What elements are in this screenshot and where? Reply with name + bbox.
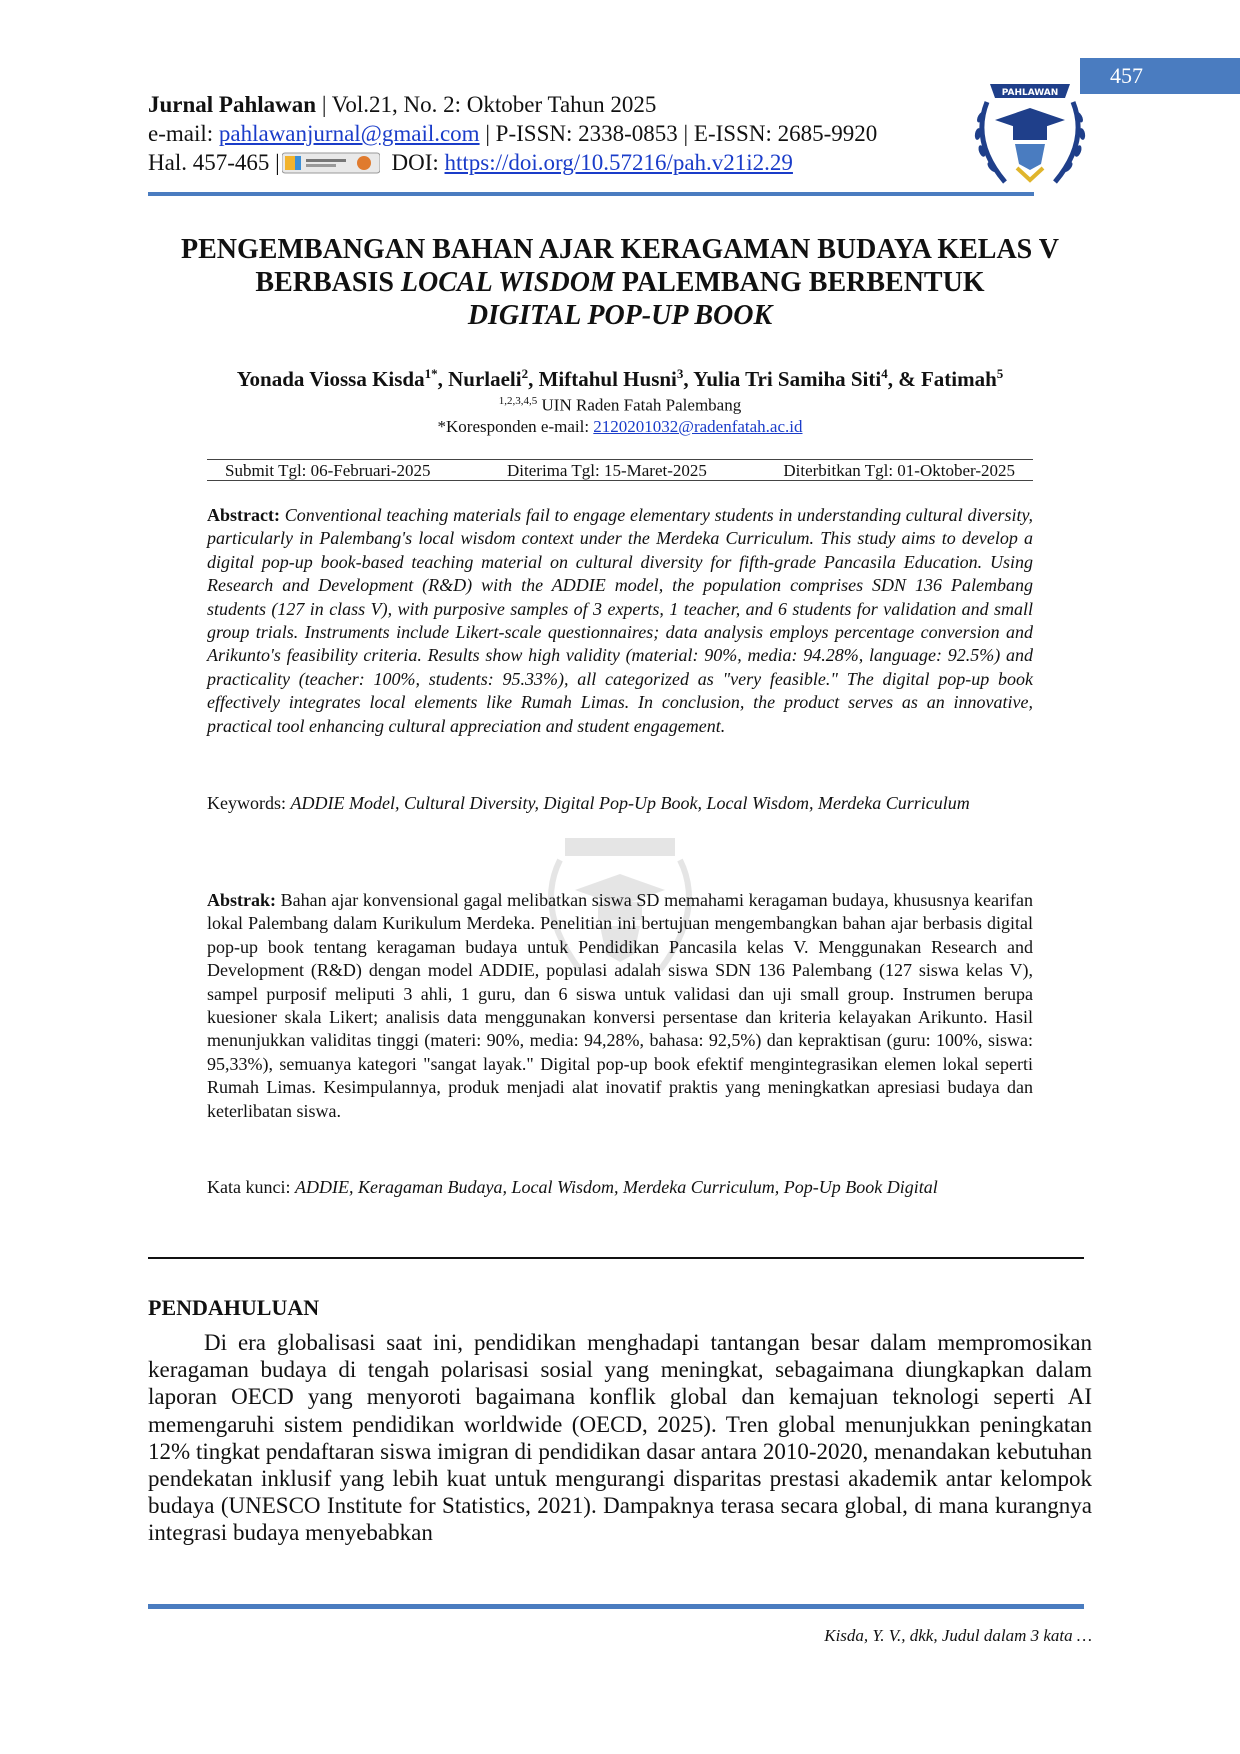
- doi-label: DOI:: [385, 150, 445, 175]
- journal-name: Jurnal Pahlawan: [148, 92, 317, 117]
- submission-dates: [207, 459, 1033, 481]
- email-label: e-mail:: [148, 121, 219, 146]
- author: Fatimah$^5$: [920, 366, 1004, 391]
- abstract-english: [207, 504, 1033, 738]
- pages-doi-line: [148, 149, 793, 177]
- header-rule: [148, 192, 1034, 196]
- footer-rule: [148, 1604, 1084, 1609]
- author: Yulia Tri Samiha Siti$^4$, &: [693, 366, 921, 391]
- page-number: 457: [1080, 58, 1240, 94]
- doi-link[interactable]: https://doi.org/10.57216/pah.v21i2.29: [444, 150, 793, 175]
- section-divider: [148, 1257, 1084, 1259]
- journal-issue: | Vol.21, No. 2: Oktober Tahun 2025: [316, 92, 657, 117]
- title-line-3: DIGITAL POP-UP BOOK: [467, 300, 773, 331]
- running-footer: Kisda, Y. V., dkk, Judul dalam 3 kata …: [824, 1626, 1092, 1645]
- logo-text: PAHLAWAN: [1001, 88, 1059, 98]
- author-list: [140, 366, 1100, 392]
- correspondence: *Koresponden e-mail: 2120201032@radenfatah.ac.id: [437, 417, 803, 436]
- title-line-1: PENGEMBANGAN BAHAN AJAR KERAGAMAN BUDAYA KELAS V: [181, 234, 1059, 265]
- keywords-label: Keywords:: [207, 793, 291, 813]
- journal-line: [148, 91, 656, 119]
- abstract-indonesian: [207, 889, 1033, 1123]
- author: Miftahul Husni$^3$,: [538, 366, 694, 391]
- abstract-text: Conventional teaching materials fail to engage elementary students in understanding cultural diversity, particularly in Palembang's local wisdom context under the Merdeka Curriculum. This study aims to develop a digital pop-up book-based teaching material on cultural diversity for fifth-grade Pancasila Education. Using Research and Development (R&D) with the ADDIE model, the population comprises SDN 136 Palembang students (127 in class V), with purposive samples of 3 experts, 1 teacher, and 6 students for validation and small group trials. Instruments include Likert-scale questionnaires; data analysis employs percentage conversion and Arikunto's feasibility criteria. Results show high validity (material: 90%, media: 94.28%, language: 92.5%) and practicality (teacher: 100%, students: 95.33%), all categorized as "very feasible." The digital pop-up book effectively integrates local elements like Rumah Limas. In conclusion, the product serves as an innovative, practical tool enhancing cultural appreciation and student engagement.: [207, 505, 1033, 736]
- section-heading: PENDAHULUAN: [148, 1295, 320, 1320]
- email-issn-line: [148, 120, 877, 148]
- kata-kunci-text: ADDIE, Keragaman Budaya, Local Wisdom, Merdeka Curriculum, Pop-Up Book Digital: [294, 1177, 938, 1197]
- kata-kunci-label: Kata kunci:: [207, 1177, 295, 1197]
- paper-title: [140, 233, 1100, 332]
- submit-date: Submit Tgl: 06-Februari-2025: [225, 461, 431, 480]
- author: Nurlaeli$^2$,: [448, 366, 539, 391]
- published-date: Diterbitkan Tgl: 01-Oktober-2025: [783, 461, 1015, 480]
- keywords-text: ADDIE Model, Cultural Diversity, Digital Pop-Up Book, Local Wisdom, Merdeka Curriculum: [290, 793, 970, 813]
- abstrak-label: Abstrak:: [207, 890, 277, 910]
- keywords-english: [207, 792, 1033, 815]
- journal-logo: [965, 72, 1095, 192]
- section-body: Di era globalisasi saat ini, pendidikan menghadapi tantangan besar dalam mempromosikan keragaman budaya di tengah polarisasi sosial yang meningkat, sebagaimana diungkapkan dalam laporan OECD yang menyoroti bagaimana konflik global dan kemajuan teknologi seperti AI memengaruhi sistem pendidikan worldwide (OECD, 2025). Tren global menunjukkan peningkatan 12% tingkat pendaftaran siswa imigran di pendidikan dasar antara 2010-2020, menandakan kebutuhan pendekatan inklusif yang lebih kuat untuk mengurangi disparitas prestasi akademik antar kelompok budaya (UNESCO Institute for Statistics, 2021). Dampaknya terasa secara global, di mana kurangnya integrasi budaya menyebabkan: [148, 1330, 1092, 1546]
- accepted-date: Diterima Tgl: 15-Maret-2025: [507, 461, 707, 480]
- journal-email-link[interactable]: pahlawanjurnal@gmail.com: [218, 121, 480, 146]
- affiliation: $^{1,2,3,4,5}$ UIN Raden Fatah Palembang: [498, 395, 742, 415]
- issn-text: | P-ISSN: 2338-0853 | E-ISSN: 2685-9920: [479, 121, 878, 146]
- abstract-label: Abstract:: [207, 505, 280, 525]
- abstrak-text: Bahan ajar konvensional gagal melibatkan siswa SD memahami keragaman budaya, khususnya kearifan lokal Palembang dalam Kurikulum Merdeka. Penelitian ini bertujuan mengembangkan bahan ajar berbasis digital pop-up book tentang keragaman budaya untuk Pendidikan Pancasila kelas V. Menggunakan Research and Development (R&D) dengan model ADDIE, populasi adalah siswa SDN 136 Palembang (127 siswa kelas V), sampel purposif meliputi 3 ahli, 1 guru, dan 6 siswa untuk validasi dan uji small group. Instrumen berupa kuesioner skala Likert; analisis data menggunakan konversi persentase dan kriteria kelayakan Arikunto. Hasil menunjukkan validitas tinggi (materi: 90%, media: 94,28%, bahasa: 92,5%) dan kepraktisan (guru: 100%, siswa: 95,33%), semuanya kategori "sangat layak." Digital pop-up book efektif mengintegrasikan elemen lokal seperti Rumah Limas. Kesimpulannya, produk menjadi alat inovatif praktis yang meningkatkan apresiasi budaya dan keterlibatan siswa.: [207, 890, 1033, 1121]
- title-line-2: BERBASIS LOCAL WISDOM PALEMBANG BERBENTUK: [255, 267, 985, 298]
- pages-text: Hal. 457-465 |: [148, 150, 280, 175]
- crossref-icon: [282, 152, 380, 174]
- keywords-indonesian: [207, 1176, 1033, 1199]
- correspondence-email-link[interactable]: 2120201032@radenfatah.ac.id: [593, 417, 803, 436]
- author: Yonada Viossa Kisda$^{1*}$,: [236, 366, 449, 391]
